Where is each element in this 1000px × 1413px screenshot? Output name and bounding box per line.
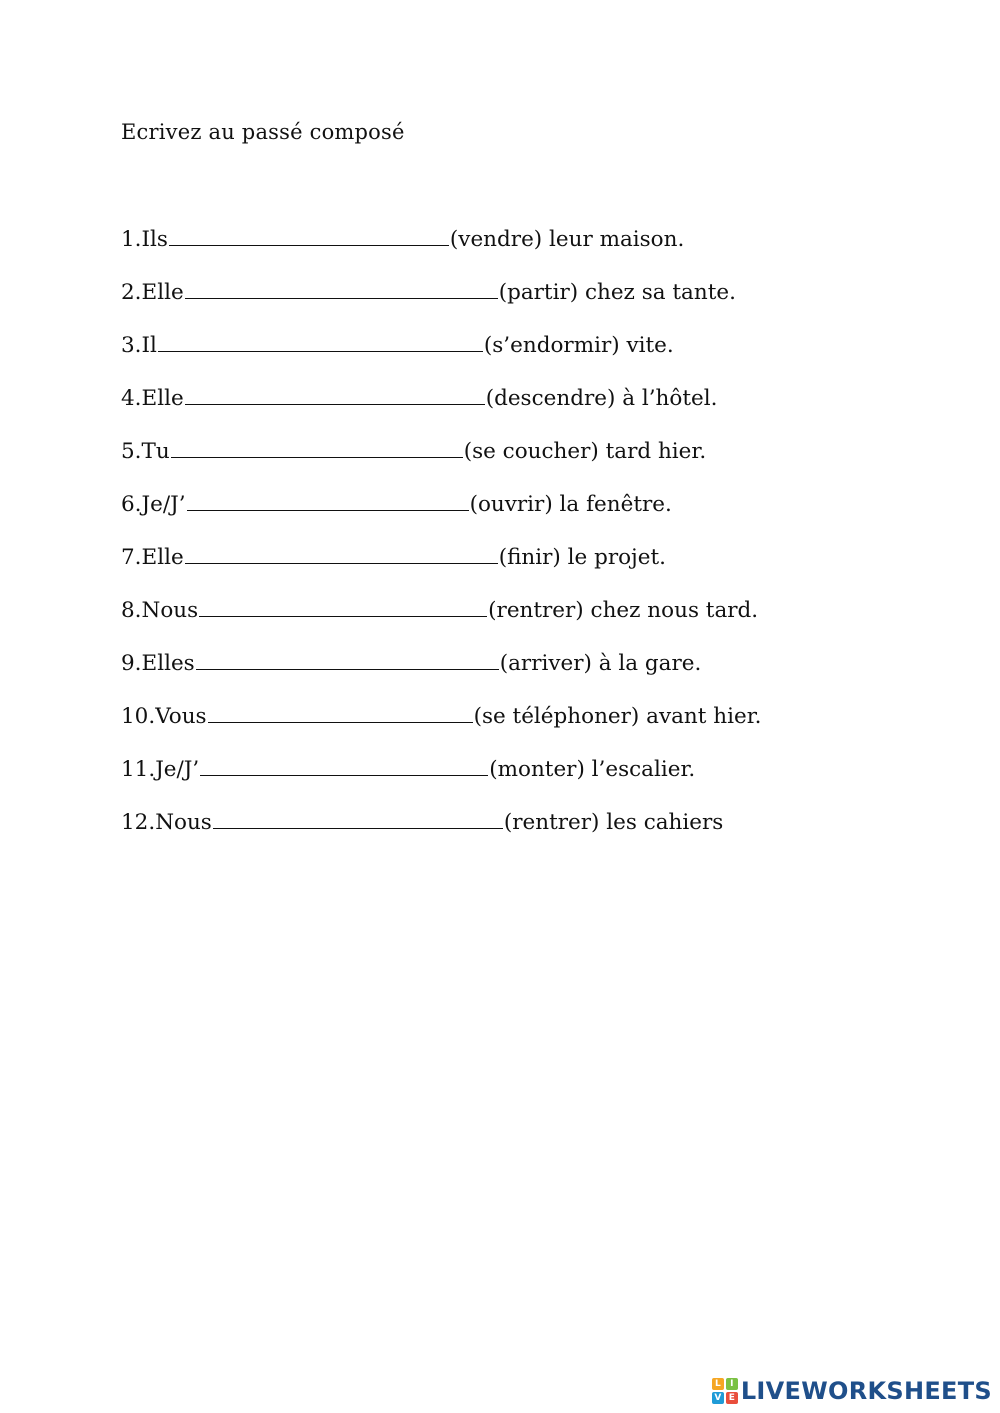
answer-blank[interactable] <box>185 277 498 299</box>
exercise-suffix: (descendre) à l’hôtel. <box>485 386 718 411</box>
exercise-suffix: (finir) le projet. <box>498 545 666 570</box>
exercise-prefix: 7.Elle <box>121 545 184 570</box>
logo-badge-icon <box>712 1378 738 1404</box>
exercise-list <box>121 224 761 860</box>
exercise-prefix: 4.Elle <box>121 386 184 411</box>
answer-blank[interactable] <box>169 224 449 246</box>
exercise-prefix: 1.Ils <box>121 227 168 252</box>
exercise-prefix: 10.Vous <box>121 704 207 729</box>
exercise-prefix: 5.Tu <box>121 439 170 464</box>
exercise-prefix: 12.Nous <box>121 810 212 835</box>
exercise-suffix: (s’endormir) vite. <box>483 333 674 358</box>
exercise-item-1 <box>121 224 761 277</box>
exercise-prefix: 11.Je/J’ <box>121 757 200 782</box>
exercise-item-8 <box>121 595 761 648</box>
exercise-item-6 <box>121 489 761 542</box>
exercise-prefix: 3.Il <box>121 333 157 358</box>
logo-badge-letter: V <box>712 1392 724 1404</box>
exercise-suffix: (vendre) leur maison. <box>449 227 685 252</box>
exercise-item-3 <box>121 330 761 383</box>
exercise-item-11 <box>121 754 761 807</box>
logo-badge-letter: E <box>726 1392 738 1404</box>
exercise-suffix: (rentrer) les cahiers <box>503 810 724 835</box>
answer-blank[interactable] <box>185 542 498 564</box>
exercise-prefix: 8.Nous <box>121 598 199 623</box>
logo-badge-letter: L <box>712 1378 724 1390</box>
answer-blank[interactable] <box>196 648 499 670</box>
exercise-item-9 <box>121 648 761 701</box>
answer-blank[interactable] <box>187 489 469 511</box>
exercise-suffix: (partir) chez sa tante. <box>498 280 736 305</box>
exercise-prefix: 9.Elles <box>121 651 195 676</box>
exercise-prefix: 2.Elle <box>121 280 184 305</box>
liveworksheets-logo <box>712 1377 992 1405</box>
exercise-suffix: (ouvrir) la fenêtre. <box>469 492 672 517</box>
logo-text: LIVEWORKSHEETS <box>740 1377 992 1405</box>
instruction-heading: Ecrivez au passé composé <box>121 120 405 144</box>
exercise-item-12 <box>121 807 761 860</box>
answer-blank[interactable] <box>200 754 488 776</box>
exercise-suffix: (rentrer) chez nous tard. <box>488 598 759 623</box>
answer-blank[interactable] <box>171 436 463 458</box>
exercise-item-4 <box>121 383 761 436</box>
exercise-item-7 <box>121 542 761 595</box>
logo-badge-letter: I <box>726 1378 738 1390</box>
answer-blank[interactable] <box>158 330 483 352</box>
exercise-item-5 <box>121 436 761 489</box>
exercise-item-2 <box>121 277 761 330</box>
answer-blank[interactable] <box>213 807 503 829</box>
answer-blank[interactable] <box>185 383 485 405</box>
exercise-suffix: (se coucher) tard hier. <box>463 439 707 464</box>
answer-blank[interactable] <box>199 595 487 617</box>
exercise-suffix: (monter) l’escalier. <box>489 757 696 782</box>
exercise-suffix: (se téléphoner) avant hier. <box>473 704 762 729</box>
answer-blank[interactable] <box>208 701 473 723</box>
exercise-suffix: (arriver) à la gare. <box>499 651 702 676</box>
exercise-item-10 <box>121 701 761 754</box>
exercise-prefix: 6.Je/J’ <box>121 492 186 517</box>
